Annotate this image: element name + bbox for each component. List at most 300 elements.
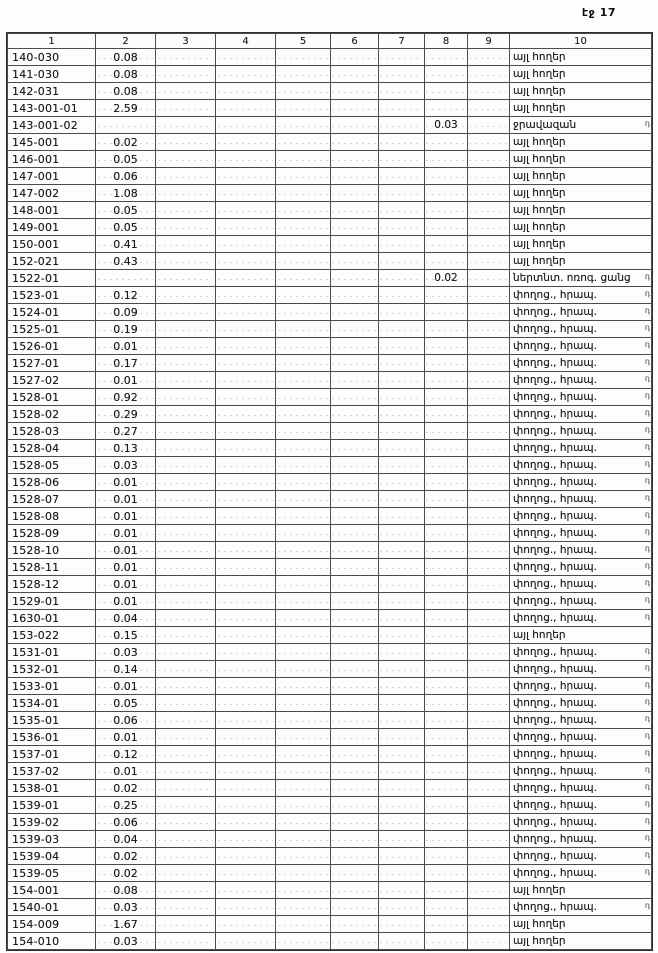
land-type-cell <box>510 695 652 712</box>
area-cell: 0.05 <box>96 695 156 712</box>
col8-area-cell <box>425 933 468 950</box>
table-row <box>8 882 652 899</box>
column-header: 10 <box>510 34 652 49</box>
area-cell: 0.19 <box>96 321 156 338</box>
margin-mark: դ <box>644 271 650 281</box>
empty-cell <box>379 406 425 423</box>
land-type-label: փողոց., հրապ. <box>513 697 597 709</box>
empty-cell <box>276 593 331 610</box>
margin-mark: դ <box>644 492 650 502</box>
land-type-label: այլ հողեր <box>513 51 566 63</box>
empty-cell <box>216 151 276 168</box>
empty-cell <box>216 797 276 814</box>
margin-mark: դ <box>644 509 650 519</box>
margin-mark: դ <box>644 475 650 485</box>
col8-area-cell <box>425 355 468 372</box>
area-cell: 0.41 <box>96 236 156 253</box>
empty-cell <box>276 134 331 151</box>
empty-cell <box>156 168 216 185</box>
empty-cell <box>379 338 425 355</box>
table-row <box>8 848 652 865</box>
land-type-label: փողոց., հրապ. <box>513 901 597 913</box>
area-cell: 0.25 <box>96 797 156 814</box>
empty-cell <box>156 253 216 270</box>
empty-cell <box>156 440 216 457</box>
land-type-label: փողոց., հրապ. <box>513 527 597 539</box>
col8-area-cell <box>425 831 468 848</box>
area-cell: 0.01 <box>96 763 156 780</box>
table-row <box>8 627 652 644</box>
area-cell: 0.01 <box>96 729 156 746</box>
margin-mark: դ <box>644 560 650 570</box>
empty-cell <box>156 695 216 712</box>
margin-mark: դ <box>644 866 650 876</box>
empty-cell <box>331 168 379 185</box>
column-header: 9 <box>468 34 510 49</box>
table-row <box>8 406 652 423</box>
empty-cell <box>156 831 216 848</box>
empty-cell <box>216 848 276 865</box>
empty-cell <box>379 542 425 559</box>
empty-cell <box>156 508 216 525</box>
land-type-cell <box>510 355 652 372</box>
code-cell: 1528-11 <box>8 559 96 576</box>
code-cell: 1540-01 <box>8 899 96 916</box>
empty-cell <box>276 559 331 576</box>
code-cell: 140-030 <box>8 49 96 66</box>
col8-area-cell <box>425 491 468 508</box>
land-type-label: փողոց., հրապ. <box>513 867 597 879</box>
empty-cell <box>216 712 276 729</box>
empty-cell <box>276 168 331 185</box>
margin-mark: դ <box>644 679 650 689</box>
empty-cell <box>276 219 331 236</box>
col8-area-cell <box>425 423 468 440</box>
table-header <box>8 34 652 49</box>
land-type-cell <box>510 304 652 321</box>
empty-cell <box>468 406 510 423</box>
area-cell: 0.15 <box>96 627 156 644</box>
table-row <box>8 423 652 440</box>
empty-cell <box>216 389 276 406</box>
col8-area-cell <box>425 814 468 831</box>
margin-mark: դ <box>644 611 650 621</box>
land-type-label: այլ հողեր <box>513 255 566 267</box>
empty-cell <box>331 525 379 542</box>
empty-cell <box>379 474 425 491</box>
empty-cell <box>379 287 425 304</box>
col8-area-cell <box>425 695 468 712</box>
land-type-label: այլ հողեր <box>513 238 566 250</box>
table-row <box>8 831 652 848</box>
empty-cell <box>379 491 425 508</box>
empty-cell <box>379 763 425 780</box>
col8-area-cell <box>425 644 468 661</box>
empty-cell <box>379 236 425 253</box>
code-cell: 1539-01 <box>8 797 96 814</box>
area-cell: 0.08 <box>96 83 156 100</box>
empty-cell <box>331 831 379 848</box>
empty-cell <box>468 100 510 117</box>
land-type-cell <box>510 814 652 831</box>
code-cell: 1527-01 <box>8 355 96 372</box>
area-cell: 0.09 <box>96 304 156 321</box>
code-cell: 141-030 <box>8 66 96 83</box>
code-cell: 154-009 <box>8 916 96 933</box>
empty-cell <box>216 372 276 389</box>
col8-area-cell <box>425 542 468 559</box>
empty-cell <box>156 882 216 899</box>
col8-area-cell <box>425 678 468 695</box>
table-row <box>8 525 652 542</box>
code-cell: 1536-01 <box>8 729 96 746</box>
table-row <box>8 899 652 916</box>
empty-cell <box>379 508 425 525</box>
table-row <box>8 49 652 66</box>
col8-area-cell <box>425 797 468 814</box>
empty-cell <box>468 389 510 406</box>
land-type-label: փողոց., հրապ. <box>513 510 597 522</box>
empty-cell <box>156 202 216 219</box>
land-type-cell <box>510 933 652 950</box>
empty-cell <box>156 134 216 151</box>
land-type-label: փողոց., հրապ. <box>513 561 597 573</box>
empty-cell <box>276 865 331 882</box>
empty-cell <box>276 100 331 117</box>
empty-cell <box>468 372 510 389</box>
empty-cell <box>216 83 276 100</box>
col8-area-cell <box>425 763 468 780</box>
margin-mark: դ <box>644 407 650 417</box>
empty-cell <box>156 712 216 729</box>
empty-cell <box>156 83 216 100</box>
table-row <box>8 678 652 695</box>
empty-cell <box>331 593 379 610</box>
empty-cell <box>276 202 331 219</box>
empty-cell <box>156 185 216 202</box>
land-type-cell <box>510 712 652 729</box>
area-cell: 0.02 <box>96 134 156 151</box>
empty-cell <box>379 321 425 338</box>
table-row <box>8 202 652 219</box>
table-row <box>8 151 652 168</box>
land-type-cell <box>510 270 652 287</box>
code-cell: 142-031 <box>8 83 96 100</box>
empty-cell <box>379 593 425 610</box>
empty-cell <box>331 304 379 321</box>
land-type-label: այլ հողեր <box>513 204 566 216</box>
table-row <box>8 304 652 321</box>
empty-cell <box>216 559 276 576</box>
empty-cell <box>216 66 276 83</box>
empty-cell <box>276 304 331 321</box>
empty-cell <box>216 168 276 185</box>
empty-cell <box>216 423 276 440</box>
empty-cell <box>276 474 331 491</box>
empty-cell <box>468 457 510 474</box>
area-cell: 0.08 <box>96 882 156 899</box>
margin-mark: դ <box>644 730 650 740</box>
code-cell: 1539-04 <box>8 848 96 865</box>
land-type-cell <box>510 185 652 202</box>
empty-cell <box>468 797 510 814</box>
empty-cell <box>331 814 379 831</box>
land-type-label: փողոց., հրապ. <box>513 459 597 471</box>
empty-cell <box>468 151 510 168</box>
empty-cell <box>276 763 331 780</box>
empty-cell <box>379 644 425 661</box>
margin-mark: դ <box>644 747 650 757</box>
empty-cell <box>468 253 510 270</box>
column-header: 5 <box>276 34 331 49</box>
land-type-label: այլ հողեր <box>513 153 566 165</box>
land-type-label: այլ հողեր <box>513 85 566 97</box>
table-body <box>8 49 652 950</box>
empty-cell <box>216 100 276 117</box>
empty-cell <box>276 491 331 508</box>
code-cell: 1538-01 <box>8 780 96 797</box>
table-row <box>8 763 652 780</box>
empty-cell <box>276 814 331 831</box>
empty-cell <box>379 83 425 100</box>
land-type-cell <box>510 457 652 474</box>
empty-cell <box>156 865 216 882</box>
empty-cell <box>379 814 425 831</box>
empty-cell <box>468 117 510 134</box>
empty-cell <box>468 491 510 508</box>
margin-mark: դ <box>644 781 650 791</box>
land-type-label: փողոց., հրապ. <box>513 391 597 403</box>
margin-mark: դ <box>644 543 650 553</box>
land-type-label: այլ հողեր <box>513 170 566 182</box>
column-header: 1 <box>8 34 96 49</box>
margin-mark: դ <box>644 305 650 315</box>
empty-cell <box>331 644 379 661</box>
area-cell: 0.08 <box>96 49 156 66</box>
empty-cell <box>468 440 510 457</box>
code-cell: 1528-09 <box>8 525 96 542</box>
empty-cell <box>468 644 510 661</box>
margin-mark: դ <box>644 594 650 604</box>
col8-area-cell <box>425 134 468 151</box>
land-type-cell <box>510 440 652 457</box>
empty-cell <box>331 678 379 695</box>
empty-cell <box>156 576 216 593</box>
code-cell: 1528-08 <box>8 508 96 525</box>
empty-cell <box>156 270 216 287</box>
col8-area-cell <box>425 219 468 236</box>
table-row <box>8 355 652 372</box>
area-cell: 0.03 <box>96 457 156 474</box>
empty-cell <box>331 423 379 440</box>
empty-cell <box>468 542 510 559</box>
area-cell: 0.06 <box>96 814 156 831</box>
margin-mark: դ <box>644 577 650 587</box>
empty-cell <box>379 117 425 134</box>
empty-cell <box>216 440 276 457</box>
empty-cell <box>276 423 331 440</box>
margin-mark: դ <box>644 798 650 808</box>
empty-cell <box>276 389 331 406</box>
code-cell: 1630-01 <box>8 610 96 627</box>
empty-cell <box>379 916 425 933</box>
land-type-label: ներտնտ. ոռոգ. ցանց <box>513 272 631 284</box>
area-cell: 0.43 <box>96 253 156 270</box>
empty-cell <box>156 729 216 746</box>
empty-cell <box>331 219 379 236</box>
empty-cell <box>331 491 379 508</box>
empty-cell <box>331 66 379 83</box>
land-type-label: փողոց., հրապ. <box>513 595 597 607</box>
table-row <box>8 695 652 712</box>
column-header: 4 <box>216 34 276 49</box>
col8-area-cell <box>425 916 468 933</box>
land-type-cell <box>510 797 652 814</box>
empty-cell <box>379 899 425 916</box>
area-cell: 0.03 <box>96 933 156 950</box>
col8-area-cell <box>425 253 468 270</box>
empty-cell <box>216 236 276 253</box>
empty-cell <box>216 882 276 899</box>
empty-cell <box>156 236 216 253</box>
land-type-cell <box>510 338 652 355</box>
empty-cell <box>216 729 276 746</box>
land-type-label: փողոց., հրապ. <box>513 357 597 369</box>
area-cell: 0.03 <box>96 644 156 661</box>
land-type-cell <box>510 644 652 661</box>
empty-cell <box>379 49 425 66</box>
code-cell: 1528-12 <box>8 576 96 593</box>
margin-mark: դ <box>644 118 650 128</box>
margin-mark: դ <box>644 458 650 468</box>
empty-cell <box>156 814 216 831</box>
empty-cell <box>468 83 510 100</box>
land-type-cell <box>510 661 652 678</box>
empty-cell <box>216 457 276 474</box>
land-type-label: այլ հողեր <box>513 221 566 233</box>
empty-cell <box>331 559 379 576</box>
empty-cell <box>156 627 216 644</box>
area-cell <box>96 270 156 287</box>
empty-cell <box>276 933 331 950</box>
land-type-cell <box>510 253 652 270</box>
land-type-cell <box>510 168 652 185</box>
empty-cell <box>379 151 425 168</box>
empty-cell <box>156 389 216 406</box>
empty-cell <box>216 253 276 270</box>
land-type-cell <box>510 899 652 916</box>
empty-cell <box>331 933 379 950</box>
table-row <box>8 576 652 593</box>
empty-cell <box>468 933 510 950</box>
col8-area-cell <box>425 185 468 202</box>
land-type-label: փողոց., հրապ. <box>513 578 597 590</box>
empty-cell <box>379 168 425 185</box>
code-cell: 1522-01 <box>8 270 96 287</box>
area-cell: 0.05 <box>96 151 156 168</box>
margin-mark: դ <box>644 900 650 910</box>
area-cell: 1.08 <box>96 185 156 202</box>
col8-area-cell <box>425 66 468 83</box>
land-type-label: փողոց., հրապ. <box>513 544 597 556</box>
empty-cell <box>156 678 216 695</box>
empty-cell <box>276 253 331 270</box>
empty-cell <box>156 916 216 933</box>
land-type-cell <box>510 610 652 627</box>
empty-cell <box>379 457 425 474</box>
table-row <box>8 219 652 236</box>
code-cell: 1526-01 <box>8 338 96 355</box>
land-type-cell <box>510 287 652 304</box>
code-cell: 147-002 <box>8 185 96 202</box>
table-row <box>8 508 652 525</box>
empty-cell <box>379 66 425 83</box>
empty-cell <box>276 576 331 593</box>
empty-cell <box>331 100 379 117</box>
empty-cell <box>156 117 216 134</box>
empty-cell <box>331 83 379 100</box>
code-cell: 1539-05 <box>8 865 96 882</box>
empty-cell <box>156 763 216 780</box>
empty-cell <box>331 389 379 406</box>
empty-cell <box>276 848 331 865</box>
area-cell: 0.05 <box>96 202 156 219</box>
empty-cell <box>156 933 216 950</box>
empty-cell <box>216 355 276 372</box>
col8-area-cell <box>425 865 468 882</box>
land-type-cell <box>510 916 652 933</box>
land-type-cell <box>510 236 652 253</box>
col8-area-cell <box>425 508 468 525</box>
empty-cell <box>468 780 510 797</box>
table-row <box>8 933 652 950</box>
land-type-cell <box>510 49 652 66</box>
table-row <box>8 134 652 151</box>
land-type-cell <box>510 100 652 117</box>
empty-cell <box>468 916 510 933</box>
empty-cell <box>276 899 331 916</box>
land-type-label: փողոց., հրապ. <box>513 306 597 318</box>
empty-cell <box>331 916 379 933</box>
land-type-cell <box>510 83 652 100</box>
empty-cell <box>216 661 276 678</box>
land-type-cell <box>510 678 652 695</box>
land-type-label: փողոց., հրապ. <box>513 850 597 862</box>
empty-cell <box>331 610 379 627</box>
land-type-label: փողոց., հրապ. <box>513 442 597 454</box>
empty-cell <box>276 916 331 933</box>
col8-area-cell <box>425 780 468 797</box>
code-cell: 143-001-02 <box>8 117 96 134</box>
area-cell: 0.06 <box>96 168 156 185</box>
code-cell: 1524-01 <box>8 304 96 321</box>
margin-mark: դ <box>644 373 650 383</box>
empty-cell <box>331 253 379 270</box>
code-cell: 1539-02 <box>8 814 96 831</box>
land-type-label: փողոց., հրապ. <box>513 748 597 760</box>
code-cell: 1528-02 <box>8 406 96 423</box>
empty-cell <box>156 848 216 865</box>
table-row <box>8 253 652 270</box>
empty-cell <box>331 270 379 287</box>
table-row <box>8 712 652 729</box>
empty-cell <box>156 100 216 117</box>
area-cell: 0.01 <box>96 593 156 610</box>
land-type-label: այլ հողեր <box>513 187 566 199</box>
empty-cell <box>379 933 425 950</box>
empty-cell <box>216 338 276 355</box>
empty-cell <box>156 423 216 440</box>
